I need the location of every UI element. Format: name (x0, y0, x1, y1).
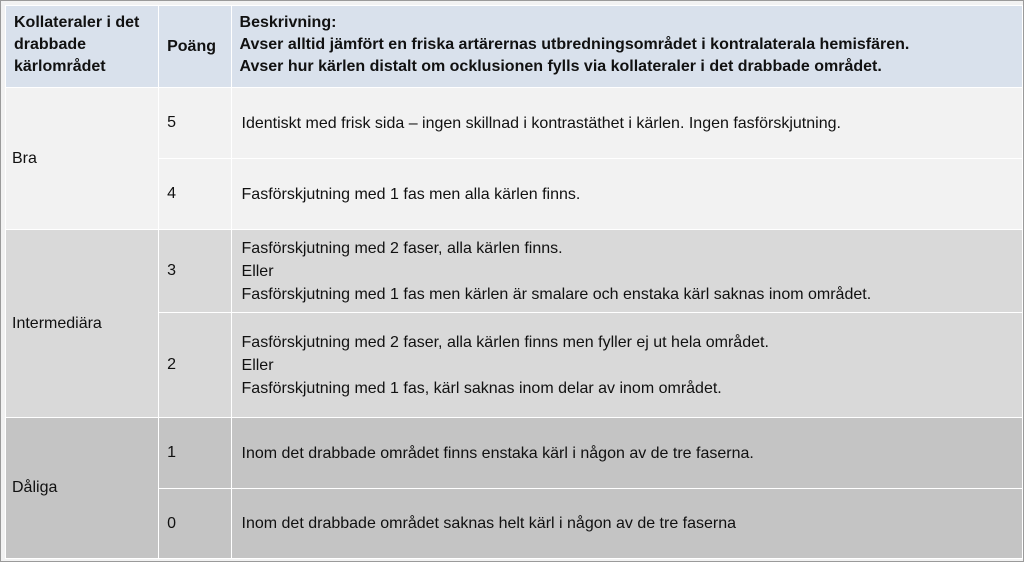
header-collaterals-line: Kollateraler i det (14, 14, 140, 31)
description-line: Fasförskjutning med 2 faser, alla kärlen finns. (241, 239, 563, 257)
header-score-label: Poäng (167, 37, 216, 55)
description-line: Identiskt med frisk sida – ingen skillnad i kontrastäthet i kärlen. Ingen fasförskjutning. (241, 114, 841, 132)
header-description (231, 6, 1022, 88)
header-collaterals (6, 6, 159, 88)
description-line: Eller (241, 262, 274, 280)
table-row (6, 313, 1023, 418)
category-intermediara: Intermediära (6, 230, 159, 418)
description-line: Fasförskjutning med 1 fas, kärl saknas inom delar av inom området. (241, 379, 722, 397)
header-description-line: Avser hur kärlen distalt om ocklusionen fylls via kollateraler i det drabbade området. (239, 58, 882, 75)
header-collaterals-line: drabbade (14, 36, 87, 53)
header-description-line: Beskrivning: (239, 14, 337, 31)
table-row (6, 418, 1023, 489)
description-line: Eller (241, 356, 274, 374)
score-cell: 1 (159, 418, 231, 489)
description-cell (231, 313, 1022, 418)
table-row (6, 230, 1023, 313)
score-cell: 2 (159, 313, 231, 418)
description-cell (231, 88, 1022, 159)
score-cell: 0 (159, 489, 231, 559)
description-cell (231, 159, 1022, 230)
category-daliga: Dåliga (6, 418, 159, 559)
score-cell: 4 (159, 159, 231, 230)
description-line: Fasförskjutning med 1 fas men kärlen är smalare och enstaka kärl saknas inom området. (241, 285, 872, 303)
header-collaterals-line: kärlområdet (14, 58, 106, 75)
score-cell: 3 (159, 230, 231, 313)
description-line: Inom det drabbade området finns enstaka kärl i någon av de tre faserna. (241, 444, 754, 462)
table-row (6, 489, 1023, 559)
collateral-score-table (5, 5, 1023, 559)
description-line: Inom det drabbade området saknas helt kärl i någon av de tre faserna (241, 515, 737, 532)
table-row (6, 88, 1023, 159)
description-cell (231, 489, 1022, 559)
table-row (6, 159, 1023, 230)
score-cell: 5 (159, 88, 231, 159)
header-row (6, 6, 1023, 88)
description-line: Fasförskjutning med 2 faser, alla kärlen finns men fyller ej ut hela området. (241, 333, 769, 351)
description-cell (231, 230, 1022, 313)
description-cell (231, 418, 1022, 489)
category-bra: Bra (6, 88, 159, 230)
header-description-line: Avser alltid jämfört en friska artärernas utbredningsområdet i kontralaterala hemisfären. (239, 36, 910, 53)
description-line: Fasförskjutning med 1 fas men alla kärlen finns. (241, 185, 581, 203)
header-score (159, 6, 231, 88)
